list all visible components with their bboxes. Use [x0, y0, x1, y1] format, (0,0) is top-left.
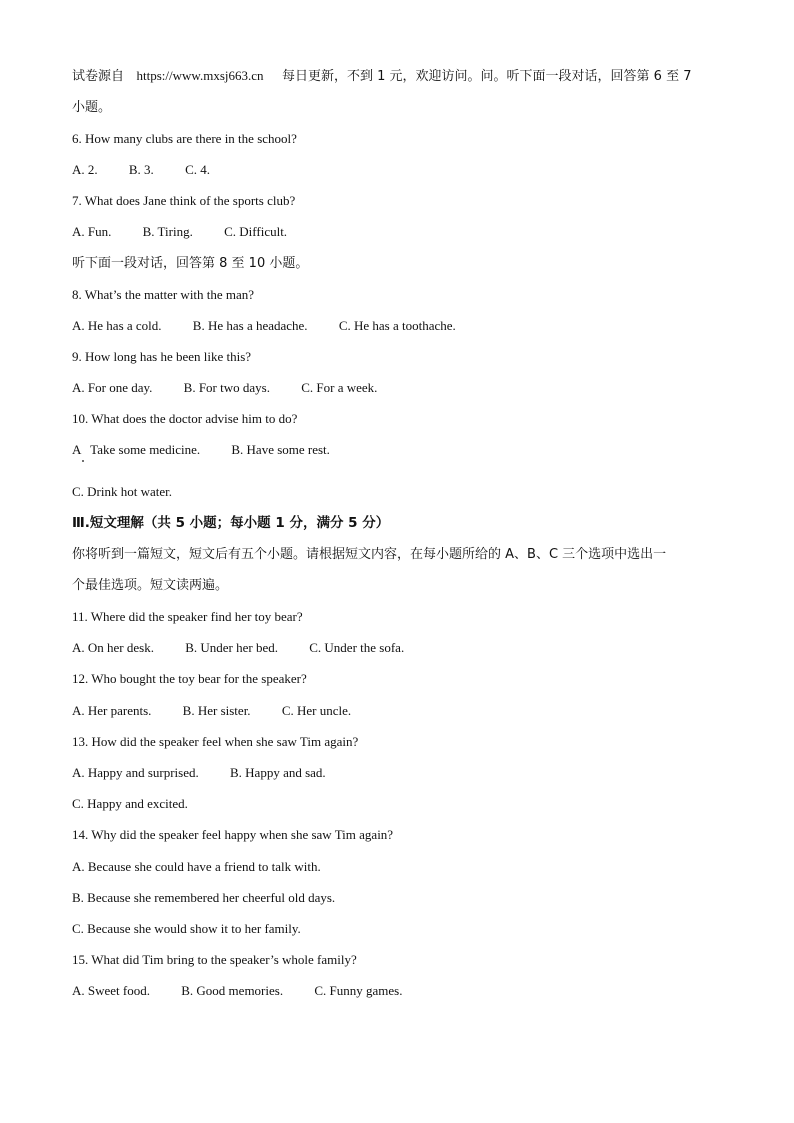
option-a: A. Sweet food.	[72, 983, 150, 998]
header-notice: 每日更新，不到 1 元，欢迎访问。问。听下面一段对话，回答第 6 至 7	[282, 69, 692, 84]
option-a: A. For one day.	[72, 380, 153, 395]
question-9-stem: 9. How long has he been like this?	[72, 349, 252, 364]
question-14-stem: 14. Why did the speaker feel happy when she saw Tim again?	[72, 827, 394, 842]
option-b: B. Have some rest.	[231, 442, 330, 457]
option-a: A. Fun.	[72, 224, 112, 239]
option-c: C. Difficult.	[224, 224, 288, 239]
option-a: A. Her parents.	[72, 703, 152, 718]
option-c: C. Under the sofa.	[309, 640, 405, 655]
question-12-options	[72, 702, 351, 720]
question-11-options	[72, 639, 404, 657]
option-c: C. Funny games.	[314, 983, 403, 998]
question-7-stem: 7. What does Jane think of the sports club?	[72, 193, 296, 208]
question-14-option-b: B. Because she remembered her cheerful old days.	[72, 890, 336, 905]
option-a: A. On her desk.	[72, 640, 154, 655]
question-10-option-c: C. Drink hot water.	[72, 484, 173, 499]
question-8-options	[72, 317, 456, 335]
header-notice-cont: 小题。	[72, 100, 112, 115]
instruction-8-10: 听下面一段对话，回答第 8 至 10 小题。	[72, 256, 309, 271]
question-9-options	[72, 379, 377, 397]
option-a: A. He has a cold.	[72, 318, 162, 333]
option-c: C. For a week.	[301, 380, 378, 395]
option-c: C. Her uncle.	[281, 703, 352, 718]
option-b: B. For two days.	[183, 380, 270, 395]
option-c: C. 4.	[185, 162, 210, 177]
source-url[interactable]: https://www.mxsj663.cn	[136, 68, 264, 83]
header-line	[72, 67, 692, 86]
option-b: B. Good memories.	[181, 983, 284, 998]
option-a: A Take some medicine.	[72, 442, 201, 457]
question-10-stem: 10. What does the doctor advise him to do?	[72, 411, 298, 426]
option-b: B. Happy and sad.	[229, 765, 326, 780]
option-a: A. Happy and surprised.	[72, 765, 199, 780]
question-7-options	[72, 223, 287, 241]
source-label: 试卷源自	[72, 69, 125, 84]
option-b: B. 3.	[128, 162, 154, 177]
question-12-stem: 12. Who bought the toy bear for the speaker?	[72, 671, 307, 686]
question-6-stem: 6. How many clubs are there in the school?	[72, 131, 297, 146]
question-8-stem: 8. What’s the matter with the man?	[72, 287, 255, 302]
section-3-intro-2: 个最佳选项。短文读两遍。	[72, 578, 229, 593]
question-10-options-ab	[72, 441, 330, 459]
question-15-options	[72, 982, 402, 1000]
stray-dot	[82, 460, 84, 462]
section-3-intro-1: 你将听到一篇短文，短文后有五个小题。请根据短文内容，在每小题所给的 A、B、C 三个选项中选出一	[72, 547, 667, 562]
question-14-option-c: C. Because she would show it to her family.	[72, 921, 301, 936]
question-13-option-c: C. Happy and excited.	[72, 796, 188, 811]
option-a: A. 2.	[72, 162, 98, 177]
option-b: B. Under her bed.	[185, 640, 278, 655]
option-c: C. He has a toothache.	[338, 318, 456, 333]
question-11-stem: 11. Where did the speaker find her toy bear?	[72, 609, 303, 624]
question-13-options-ab	[72, 764, 326, 782]
question-13-stem: 13. How did the speaker feel when she saw Tim again?	[72, 734, 359, 749]
option-b: B. Her sister.	[182, 703, 251, 718]
question-15-stem: 15. What did Tim bring to the speaker’s whole family?	[72, 952, 357, 967]
section-3-title: Ⅲ.短文理解（共 5 小题；每小题 1 分，满分 5 分）	[72, 515, 390, 531]
question-14-option-a: A. Because she could have a friend to talk with.	[72, 859, 321, 874]
question-6-options	[72, 161, 210, 179]
option-b: B. He has a headache.	[192, 318, 308, 333]
option-b: B. Tiring.	[142, 224, 193, 239]
